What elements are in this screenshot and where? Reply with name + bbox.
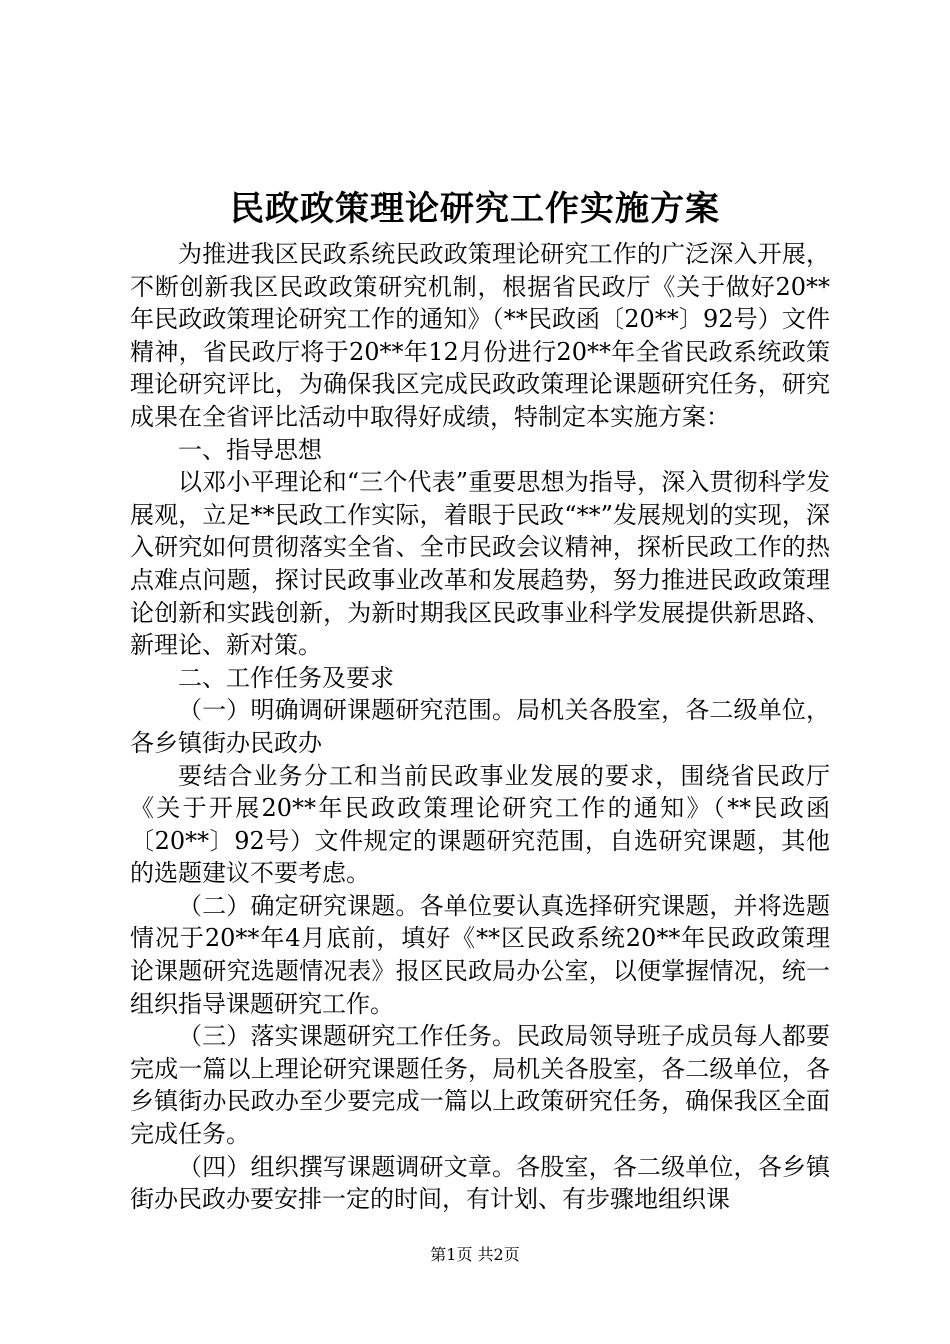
task-item-4: （四）组织撰写课题调研文章。各股室，各二级单位，各乡镇街办民政办要安排一定的时间，有计划、有步骤地组织课 (130, 1152, 830, 1214)
page-footer: 第1页 共2页 (430, 1245, 520, 1264)
task-item-2: （二）确定研究课题。各单位要认真选择研究课题，并将选题情况于20**年4月底前，填好《**区民政系统20**年民政政策理论课题研究选题情况表》报区民政局办公室，以便掌握情况，统一组织指导课题研究工作。 (130, 891, 830, 1018)
task-item-1: （一）明确调研课题研究范围。局机关各股室，各二级单位，各乡镇街办民政办 (130, 696, 830, 757)
section-heading-tasks: 二、工作任务及要求 (178, 663, 394, 692)
document-title: 民政政策理论研究工作实施方案 (230, 189, 720, 229)
guiding-thought-paragraph: 以邓小平理论和“三个代表”重要思想为指导，深入贯彻科学发展观，立足**民政工作实际，着眼于民政“**”发展规划的实现，深入研究如何贯彻落实全省、全市民政会议精神，探析民政工作的热点难点问题，探讨民政事业改革和发展趋势，努力推进民政政策理论创新和实践创新，为新时期我区民政事业科学发展提供新思路、新理论、新对策。 (130, 468, 830, 660)
task-item-3: （三）落实课题研究工作任务。民政局领导班子成员每人都要完成一篇以上理论研究课题任务，局机关各股室，各二级单位，各乡镇街办民政办至少要完成一篇以上政策研究任务，确保我区全面完成任务。 (130, 1022, 830, 1149)
document-body (130, 238, 830, 1216)
intro-paragraph: 为推进我区民政系统民政政策理论研究工作的广泛深入开展，不断创新我区民政政策研究机制，根据省民政厅《关于做好20**年民政政策理论研究工作的通知》（**民政函〔20**〕92号）文件精神，省民政厅将于20**年12月份进行20**年全省民政系统政策理论研究评比，为确保我区完成民政政策理论课题研究任务，研究成果在全省评比活动中取得好成绩，特制定本实施方案： (130, 240, 830, 431)
section-heading-guiding-thought: 一、指导思想 (178, 435, 322, 464)
task-item-1-detail: 要结合业务分工和当前民政事业发展的要求，围绕省民政厅《关于开展20**年民政政策理论研究工作的通知》（**民政函〔20**〕92号）文件规定的课题研究范围，自选研究课题，其他的选题建议不要考虑。 (130, 761, 830, 888)
